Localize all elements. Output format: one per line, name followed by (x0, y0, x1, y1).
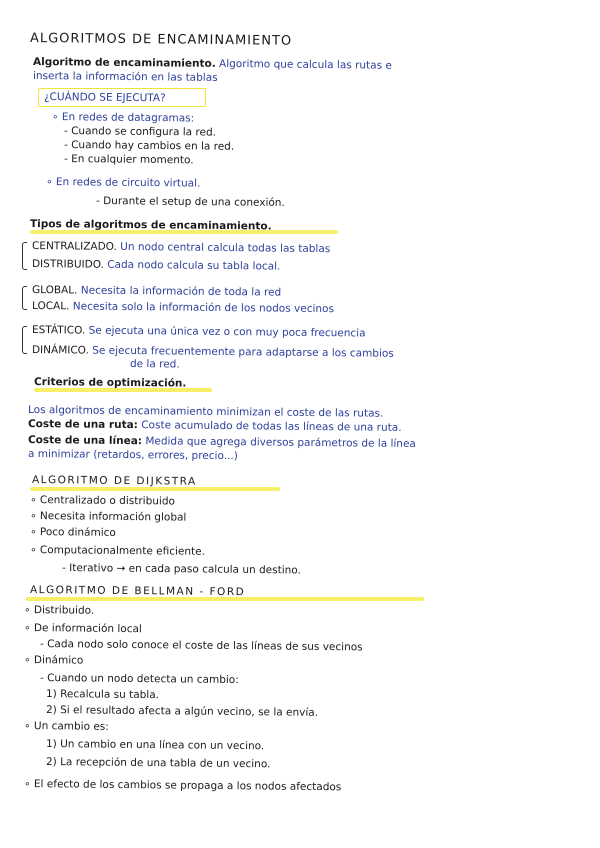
bellman-sub-item: - Cuando un nodo detecta un cambio: (39, 672, 239, 687)
bullet-icon: ∘ (45, 176, 56, 189)
bellman-heading: ALGORITMO DE BELLMAN - FORD (29, 584, 246, 599)
bracket (22, 286, 27, 310)
dijkstra-item: ∘ Necesita información global (29, 510, 187, 524)
global-line: GLOBAL. Necesita la información de toda la red (31, 284, 282, 299)
bellman-item: ∘ Distribuido. (23, 604, 95, 617)
route-cost-line: Coste de una ruta: Coste acumulado de todas las líneas de una ruta. (27, 418, 402, 434)
bellman-sub-item: 1) Recalcula su tabla. (45, 688, 160, 702)
datagram-sub-2: - Cuando hay cambios en la red. (63, 139, 235, 153)
bracket (22, 326, 27, 354)
bellman-sub-item: 2) La recepción de una tabla de un vecino. (45, 756, 271, 771)
definition-label: Algoritmo de encaminamiento. (32, 56, 216, 70)
definition-text-1: Algoritmo que calcula las rutas e (215, 57, 392, 72)
bellman-item: ∘ El efecto de los cambios se propaga a los nodos afectados (23, 778, 342, 794)
definition-text-2: inserta la información en las tablas (32, 70, 218, 84)
criteria-heading: Criterios de optimización. (33, 376, 187, 390)
dynamic-line-2: de la red. (129, 358, 180, 371)
bullet-icon: ∘ (29, 544, 40, 557)
bellman-item: ∘ De información local (23, 622, 142, 636)
bracket (22, 242, 27, 270)
page-title: ALGORITMOS DE ENCAMINAMIENTO (29, 31, 293, 49)
static-line: ESTÁTICO. Se ejecuta una única vez o con muy poca frecuencia (31, 324, 366, 340)
criteria-text: Los algoritmos de encaminamiento minimizan el coste de las rutas. (27, 404, 384, 420)
bullet-icon: ∘ (29, 494, 40, 507)
bellman-item: ∘ Un cambio es: (23, 720, 109, 733)
bullet-icon: ∘ (51, 111, 62, 124)
line-cost-line-2: a minimizar (retardos, errores, precio...) (27, 448, 238, 463)
dijkstra-item: ∘ Computacionalmente eficiente. (29, 544, 206, 558)
virtual-circuit-item: ∘ En redes de circuito virtual. (45, 176, 201, 190)
types-heading: Tipos de algoritmos de encaminamiento. (29, 218, 272, 233)
dijkstra-sub-item: - Iterativo → en cada paso calcula un destino. (61, 562, 301, 577)
bullet-icon: ∘ (23, 654, 34, 667)
centralized-line: CENTRALIZADO. Un nodo central calcula todas las tablas (31, 240, 331, 256)
line-cost-line: Coste de una línea: Medida que agrega diversos parámetros de la línea (27, 434, 416, 451)
bellman-sub-item: 1) Un cambio en una línea con un vecino. (45, 738, 265, 753)
dynamic-line: DINÁMICO. Se ejecuta frecuentemente para adaptarse a los cambios (31, 344, 394, 360)
dijkstra-heading: ALGORITMO DE DIJKSTRA (31, 474, 197, 488)
bullet-icon: ∘ (29, 510, 40, 523)
datagram-item: ∘ En redes de datagramas: (51, 111, 195, 125)
bullet-icon: ∘ (29, 526, 40, 539)
bullet-icon: ∘ (23, 622, 34, 635)
datagram-sub-1: - Cuando se configura la red. (63, 125, 217, 139)
bellman-item: ∘ Dinámico (23, 654, 84, 667)
datagram-sub-3: - En cualquier momento. (63, 153, 194, 167)
virtual-circuit-sub: - Durante el setup de una conexión. (95, 195, 285, 209)
dijkstra-item: ∘ Poco dinámico (29, 526, 116, 539)
bullet-icon: ∘ (23, 604, 34, 617)
when-question: ¿CUÁNDO SE EJECUTA? (43, 91, 166, 105)
distributed-line: DISTRIBUIDO. Cada nodo calcula su tabla local. (31, 258, 281, 273)
local-line: LOCAL. Necesita solo la información de los nodos vecinos (31, 300, 335, 316)
bullet-icon: ∘ (23, 778, 34, 791)
bellman-sub-item: - Cada nodo solo conoce el coste de las líneas de sus vecinos (39, 638, 363, 654)
dijkstra-item: ∘ Centralizado o distribuido (29, 494, 175, 508)
bullet-icon: ∘ (23, 720, 34, 733)
bellman-sub-item: 2) Si el resultado afecta a algún vecino, se la envía. (45, 704, 319, 719)
